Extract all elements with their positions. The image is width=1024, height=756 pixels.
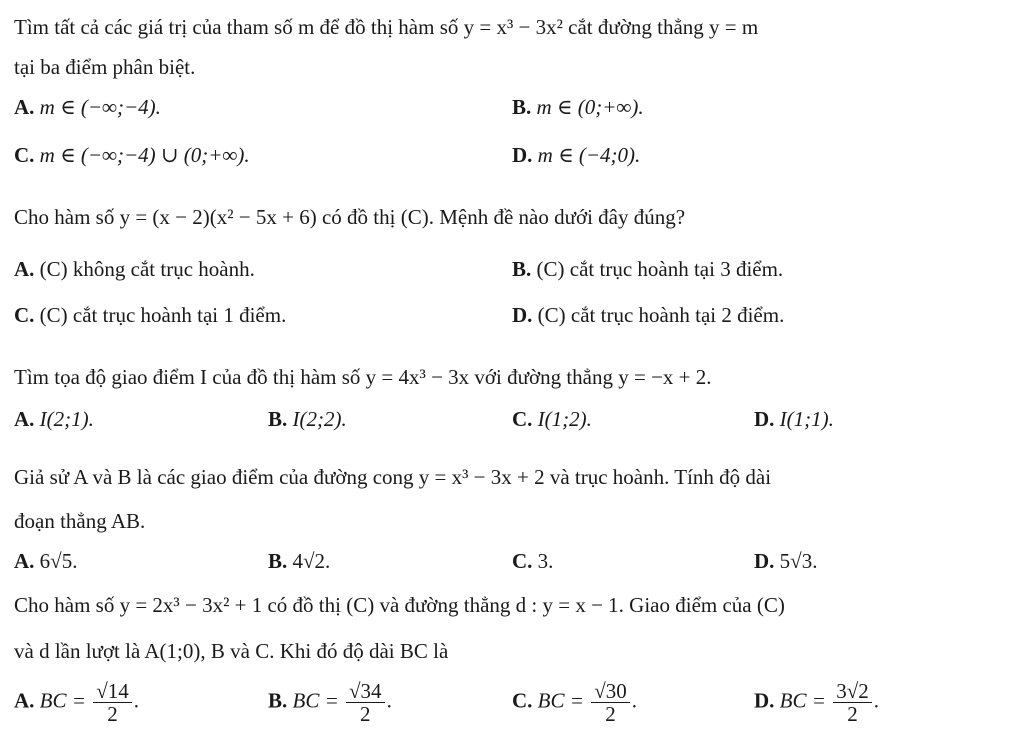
question-4-stem-line-2: đoạn thẳng AB. <box>14 509 146 533</box>
question-4-stem-line-1: Giả sử A và B là các giao điểm của đường cong y = x³ − 3x + 2 và trục hoành. Tính độ dài <box>14 465 772 489</box>
question-1-option-c: C. m ∈ (−∞;−4) ∪ (0;+∞). <box>14 143 250 167</box>
question-5-option-b: B. BC = $\frac{√34}{2}$ . <box>268 679 392 726</box>
question-5-option-a: A. BC = $\frac{√14}{2}$ . <box>14 679 139 726</box>
question-2-option-b: B. (C) cắt trục hoành tại 3 điểm. <box>512 257 784 281</box>
question-2-option-a: A. (C) không cắt trục hoành. <box>14 257 255 281</box>
question-1-option-b: B. m ∈ (0;+∞). <box>512 95 644 119</box>
question-1-stem-line-2: tại ba điểm phân biệt. <box>14 55 196 79</box>
question-3-option-b: B. I(2;2). <box>268 407 347 431</box>
question-3-option-d: D. I(1;1). <box>754 407 834 431</box>
question-2-stem-line-1: Cho hàm số y = (x − 2)(x² − 5x + 6) có đồ thị (C). Mệnh đề nào dưới đây đúng? <box>14 205 686 229</box>
question-5-option-d: D. BC = $\frac{3√2}{2}$ . <box>754 679 879 726</box>
question-2-option-d: D. (C) cắt trục hoành tại 2 điểm. <box>512 303 785 327</box>
question-4-option-b: B. 4√2. <box>268 549 331 573</box>
question-3-stem-line-1: Tìm tọa độ giao điểm I của đồ thị hàm số y = 4x³ − 3x với đường thẳng y = −x + 2. <box>14 365 712 389</box>
question-3-option-a: A. I(2;1). <box>14 407 94 431</box>
question-1-option-d: D. m ∈ (−4;0). <box>512 143 641 167</box>
question-1-option-a: A. m ∈ (−∞;−4). <box>14 95 161 119</box>
question-5-option-c: C. BC = $\frac{√30}{2}$ . <box>512 679 637 726</box>
question-5-stem-line-1: Cho hàm số y = 2x³ − 3x² + 1 có đồ thị (C) và đường thẳng d : y = x − 1. Giao điểm của (C) <box>14 593 785 617</box>
question-4-option-c: C. 3. <box>512 549 554 573</box>
fraction: $\frac{√14}{2}$ <box>93 680 132 725</box>
question-4-option-a: A. 6√5. <box>14 549 78 573</box>
fraction: $\frac{√34}{2}$ <box>346 680 385 725</box>
question-3-option-c: C. I(1;2). <box>512 407 592 431</box>
question-1-stem-line-1: Tìm tất cả các giá trị của tham số m để đồ thị hàm số y = x³ − 3x² cắt đường thẳng y = m <box>14 15 759 39</box>
fraction: $\frac{3√2}{2}$ <box>833 680 872 725</box>
question-2-option-c: C. (C) cắt trục hoành tại 1 điểm. <box>14 303 287 327</box>
fraction: $\frac{√30}{2}$ <box>591 680 630 725</box>
question-5-stem-line-2: và d lần lượt là A(1;0), B và C. Khi đó độ dài BC là <box>14 639 449 663</box>
question-4-option-d: D. 5√3. <box>754 549 818 573</box>
